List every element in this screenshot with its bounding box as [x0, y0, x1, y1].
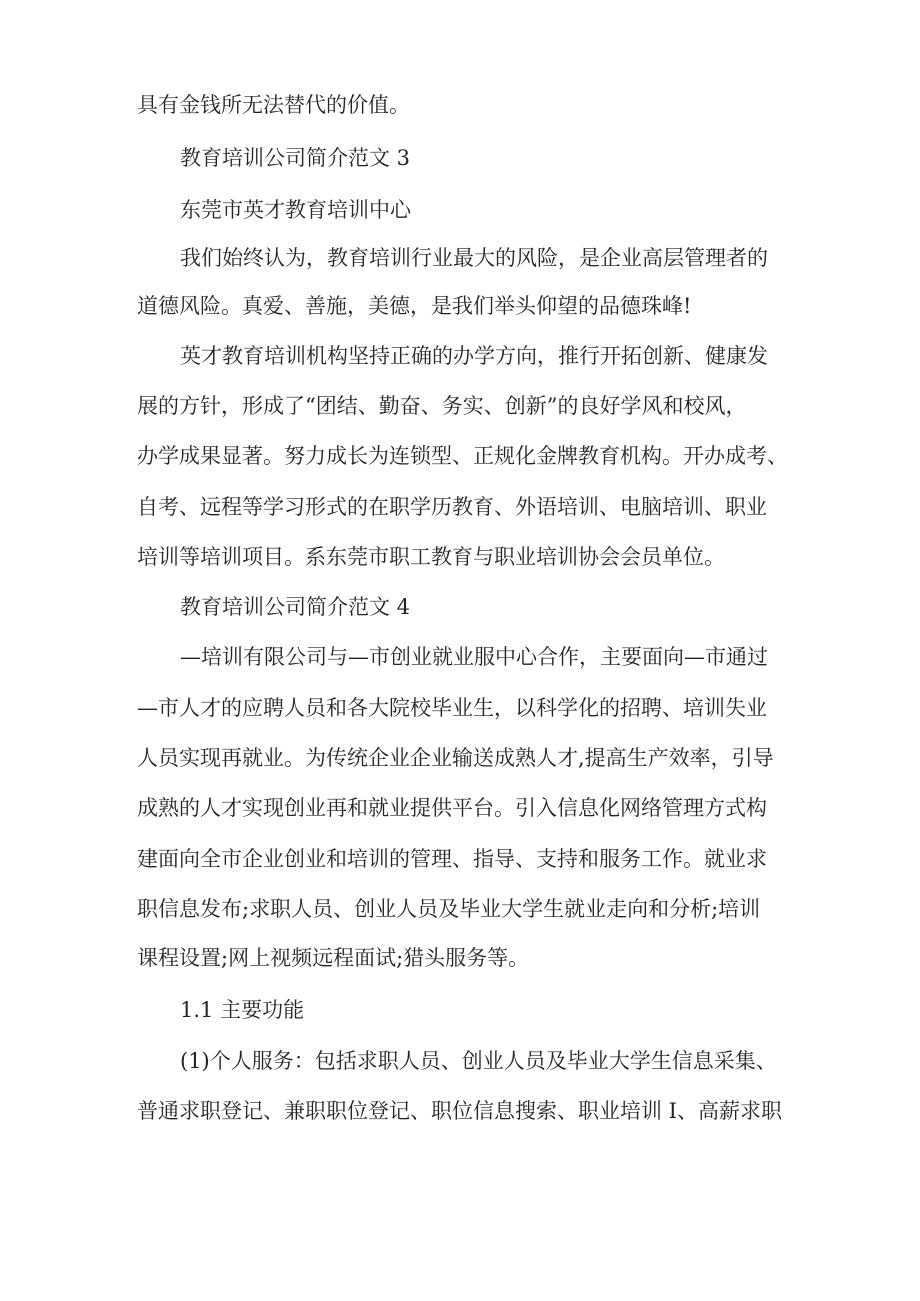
- paragraph-line: 培训等培训项目。系东莞市职工教育与职业培训协会会员单位。: [137, 545, 725, 569]
- paragraph-line: 办学成果显著。努力成长为连锁型、正规化金牌教育机构。开办成考、: [137, 444, 788, 468]
- paragraph-line: 展的方针，形成了“团结、勤奋、务实、创新”的良好学风和校风，: [137, 394, 747, 418]
- paragraph-line: 课程设置;网上视频远程面试;猎头服务等。: [137, 946, 530, 970]
- paragraph-line: 道德风险。真爱、善施，美德，是我们举头仰望的品德珠峰!: [137, 294, 692, 318]
- paragraph-line: 人员实现再就业。为传统企业企业输送成熟人才,提高生产效率，引导: [137, 746, 774, 770]
- paragraph-line: 英才教育培训机构坚持正确的办学方向，推行开拓创新、健康发: [180, 344, 768, 368]
- paragraph-line: —培训有限公司与—市创业就业服中心合作，主要面向—市通过: [180, 645, 768, 669]
- paragraph-line: 职信息发布;求职人员、创业人员及毕业大学生就业走向和分析;培训: [137, 897, 761, 921]
- section-heading-3: 教育培训公司简介范文 3: [180, 146, 411, 170]
- paragraph-line: (1)个人服务：包括求职人员、创业人员及毕业大学生信息采集、: [180, 1049, 777, 1073]
- paragraph-line: 普通求职登记、兼职职位登记、职位信息搜索、职业培训 I、高薪求职: [137, 1099, 782, 1123]
- company-name-heading: 东莞市英才教育培训中心: [180, 198, 411, 222]
- section-heading-4: 教育培训公司简介范文 4: [180, 595, 411, 619]
- paragraph-line: 成熟的人才实现创业再和就业提供平台。引入信息化网络管理方式构: [137, 796, 767, 820]
- paragraph-line: 建面向全市企业创业和培训的管理、指导、支持和服务工作。就业求: [137, 847, 767, 871]
- paragraph-continuation-line: 具有金钱所无法替代的价值。: [137, 93, 410, 117]
- paragraph-line: —市人才的应聘人员和各大院校毕业生，以科学化的招聘、培训失业: [137, 696, 767, 720]
- paragraph-line: 自考、远程等学习形式的在职学历教育、外语培训、电脑培训、职业: [137, 495, 767, 519]
- subsection-heading: 1.1 主要功能: [180, 998, 305, 1022]
- paragraph-line: 我们始终认为，教育培训行业最大的风险，是企业高层管理者的: [180, 246, 768, 270]
